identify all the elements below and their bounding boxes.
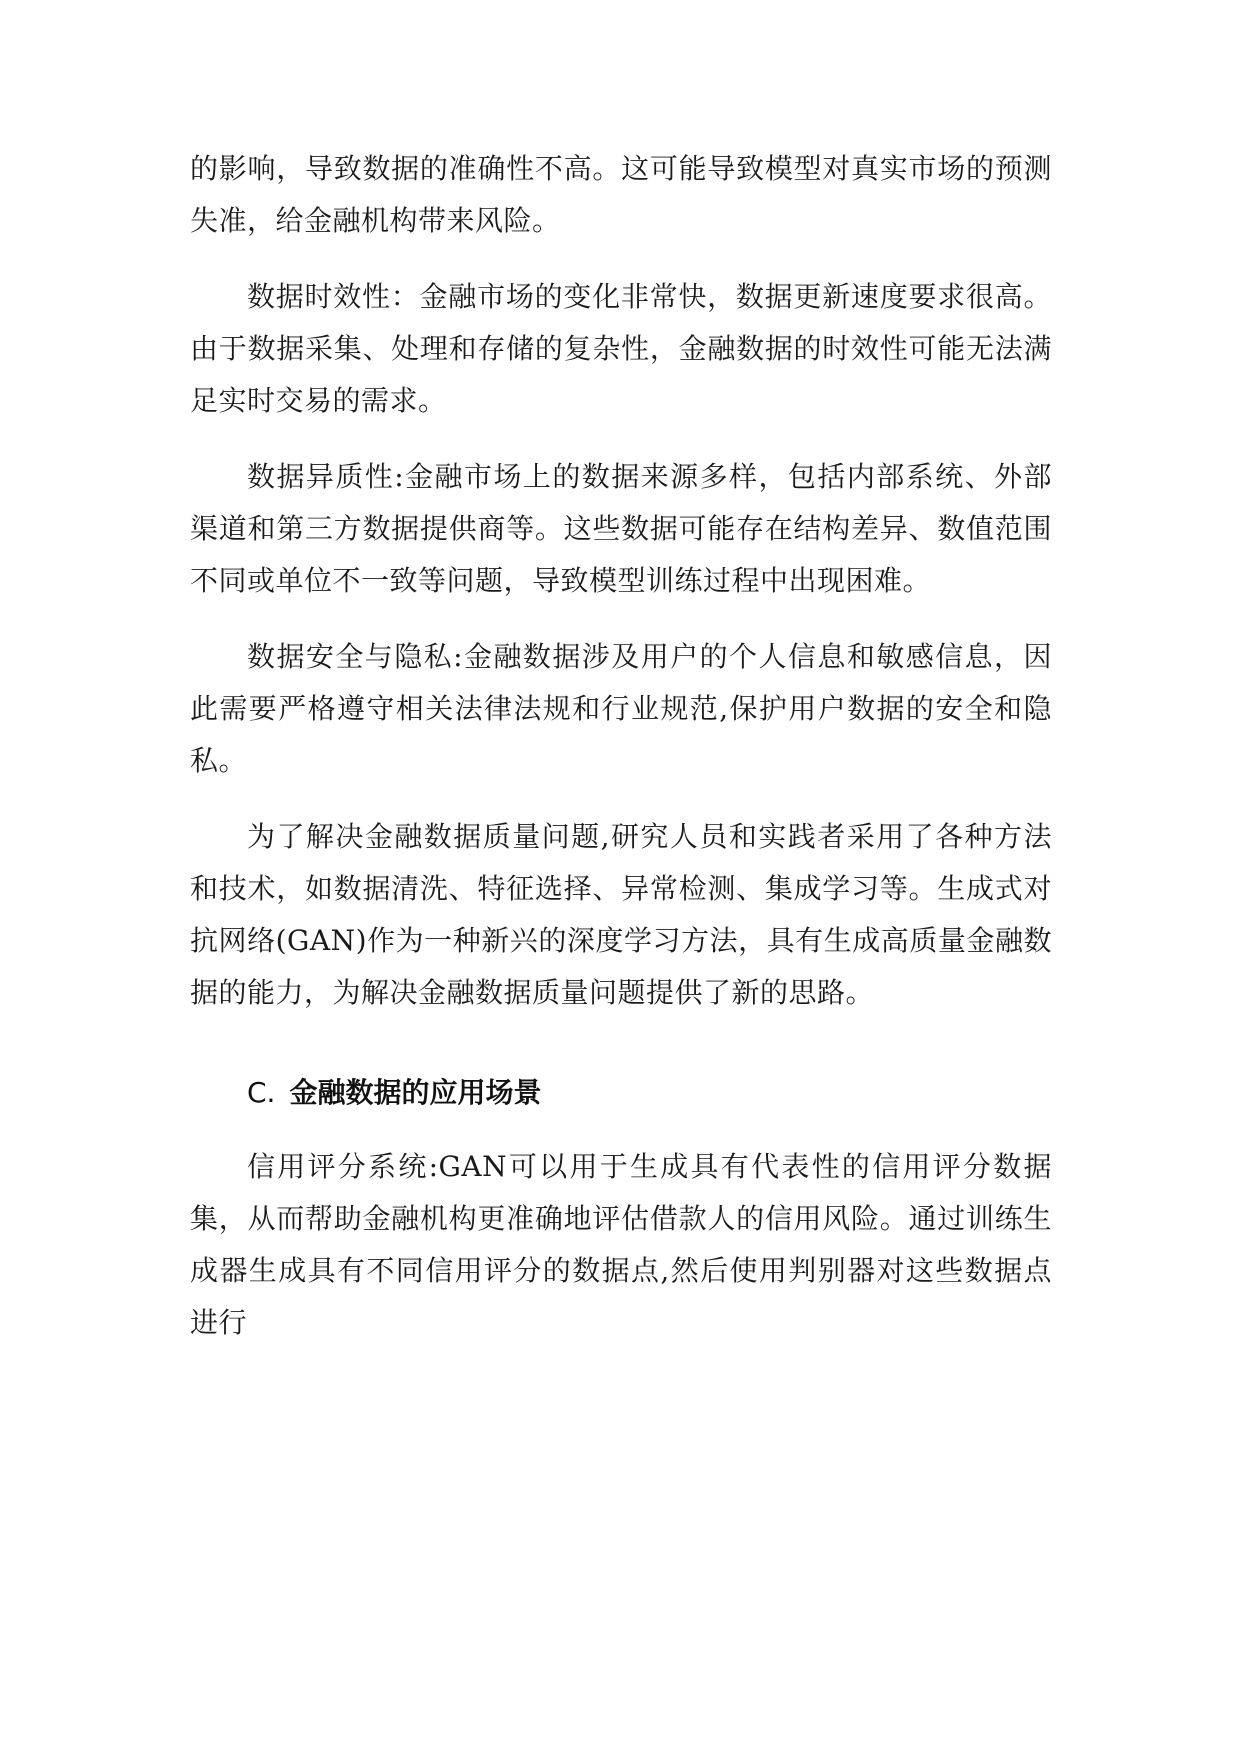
paragraph-credit-scoring: 信用评分系统:GAN可以用于生成具有代表性的信用评分数据集，从而帮助金融机构更准确地评估借款人的信用风险。通过训练生成器生成具有不同信用评分的数据点,然后使用判别器对这些数据点进行 [190,1150,1052,1339]
paragraph-continuation: 的影响，导致数据的准确性不高。这可能导致模型对真实市场的预测失准，给金融机构带来风险。 [190,152,1052,237]
paragraph-data-quality-solutions: 为了解决金融数据质量问题,研究人员和实践者采用了各种方法和技术，如数据清洗、特征选择、异常检测、集成学习等。生成式对抗网络(GAN)作为一种新兴的深度学习方法，具有生成高质量金融数据的能力，为解决金融数据质量问题提供了新的思路。 [190,820,1052,1009]
section-heading [190,1067,1052,1119]
paragraph-data-heterogeneity: 数据异质性:金融市场上的数据来源多样，包括内部系统、外部渠道和第三方数据提供商等。这些数据可能存在结构差异、数值范围不同或单位不一致等问题，导致模型训练过程中出现困难。 [190,460,1052,597]
section-number: C. [247,1076,276,1109]
paragraph-data-timeliness: 数据时效性：金融市场的变化非常快，数据更新速度要求很高。由于数据采集、处理和存储的复杂性，金融数据的时效性可能无法满足实时交易的需求。 [190,280,1052,417]
document-body [190,143,1052,1373]
section-title: 金融数据的应用场景 [289,1076,542,1109]
paragraph-data-security-privacy: 数据安全与隐私:金融数据涉及用户的个人信息和敏感信息，因此需要严格遵守相关法律法规和行业规范,保护用户数据的安全和隐私。 [190,640,1052,777]
